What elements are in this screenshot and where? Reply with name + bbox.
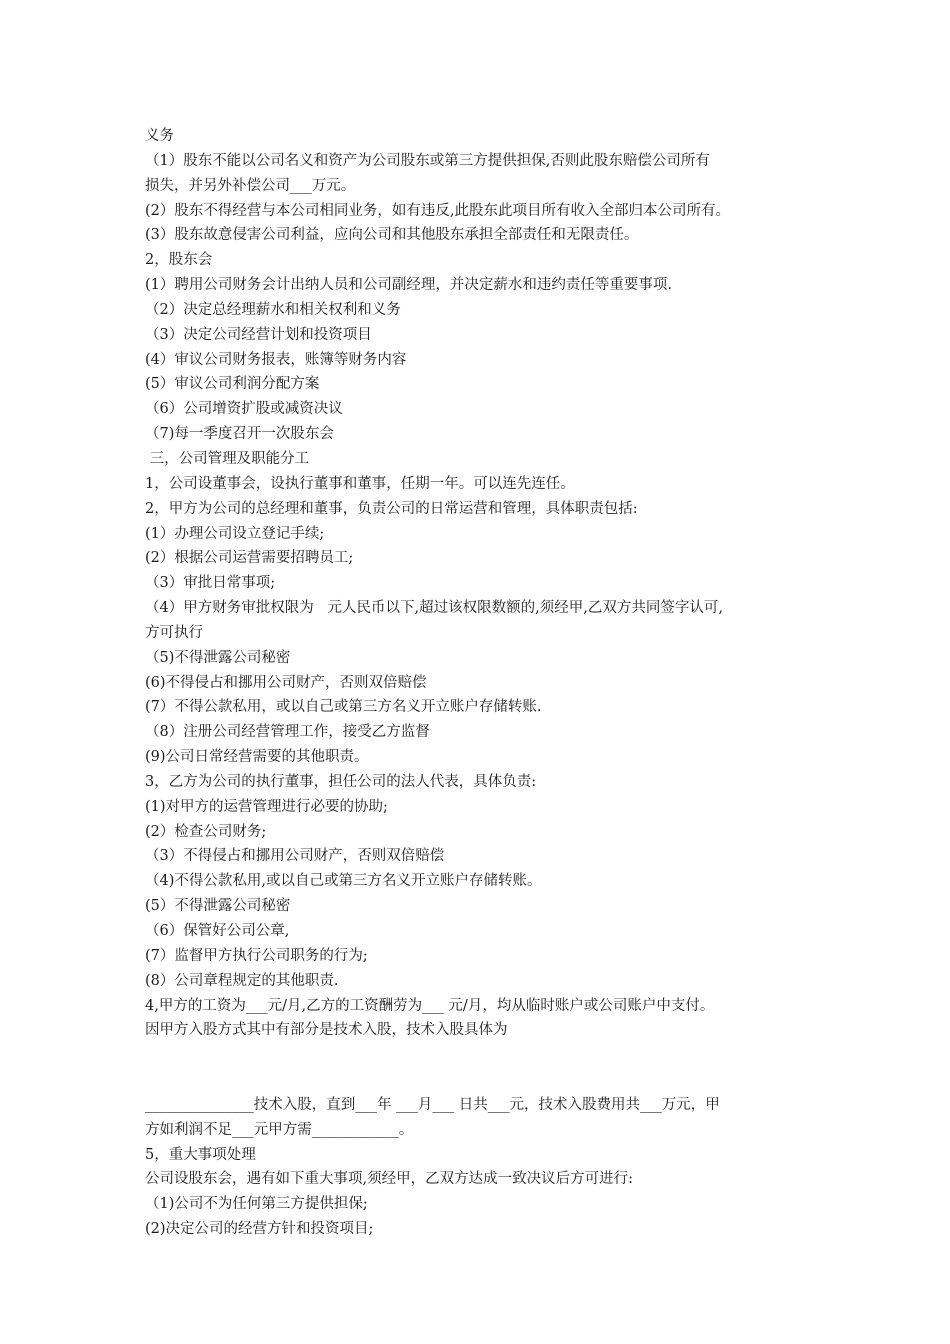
text-line: 三，公司管理及职能分工 [145,450,310,467]
text-line: （4)不得公款私用,或以自己或第三方名义开立账户存储转账。 [145,873,542,890]
text-line: （6）保管好公司公章, [145,923,290,939]
text-line: 3，乙方为公司的执行董事，担任公司的法人代表，具体负责: [145,773,537,790]
text-line: (8）公司章程规定的其他职责. [145,972,339,989]
text-line: （4）甲方财务审批权限为 元人民币以下,超过该权限数额的,须经甲,乙双方共同签字认可, [145,600,723,617]
text-line: 方如利润不足___元甲方需____________。 [145,1121,414,1138]
text-line: （1）股东不能以公司名义和资产为公司股东或第三方提供担保,否则此股东赔偿公司所有 [145,152,710,169]
text-line: 方可执行 [145,624,203,641]
text-line: （3）决定公司经营计划和投资项目 [145,326,372,343]
text-line: 义务 [145,128,174,144]
text-line: (5）审议公司利润分配方案 [145,376,320,393]
text-line: (2）股东不得经营与本公司相同业务，如有违反,此股东此项目所有收入全部归本公司所有。 [145,202,730,219]
text-line: (1）聘用公司财务会计出纳人员和公司副经理，并决定薪水和违约责任等重要事项. [145,277,672,294]
text-line: (7）监督甲方执行公司职务的行为; [145,947,368,964]
text-line: 公司设股东会，遇有如下重大事项,须经甲，乙双方达成一致决议后方可进行: [145,1171,633,1188]
text-line: (9)公司日常经营需要的其他职责。 [145,749,369,766]
text-line: （3）不得侵占和挪用公司财产，否则双倍赔偿 [145,848,445,865]
text-line: (2)决定公司的经营方针和投资项目; [145,1221,374,1238]
text-line: _______________技术入股，直到___年 ___月___ 日共___元，技术入股费用共___万元，甲 [145,1096,720,1113]
text-line: 1，公司设董事会，设执行董事和董事，任期一年。可以连先连任。 [145,475,575,492]
text-line: 2，股东会 [145,252,213,269]
text-line: 2，甲方为公司的总经理和董事，负责公司的日常运营和管理，具体职责包括: [145,500,638,517]
text-line: (1）办理公司设立登记手续; [145,525,325,542]
text-line: (6)不得侵占和挪用公司财产，否则双倍赔偿 [145,674,427,691]
text-line: 因甲方入股方式其中有部分是技术入股，技术入股具体为 [145,1022,508,1039]
blank-line [145,1043,825,1093]
text-line: 5，重大事项处理 [145,1146,256,1163]
text-line: (7）不得公款私用，或以自己或第三方名义开立账户存储转账. [145,699,542,716]
text-line: (2）根据公司运营需要招聘员工; [145,550,354,567]
text-line: 4,甲方的工资为___元/月,乙方的工资酬劳为___ 元/月，均从临时账户或公司账户中支付。 [145,997,715,1014]
text-line: 损失，并另外补偿公司___万元。 [145,177,356,194]
text-line: (2）检查公司财务; [145,823,267,840]
text-line: (4）审议公司财务报表，账簿等财务内容 [145,351,407,368]
text-line: (3）股东故意侵害公司利益，应向公司和其他股东承担全部责任和无限责任。 [145,227,639,244]
text-line: （7)每一季度召开一次股东会 [145,426,334,443]
text-line: (5）不得泄露公司秘密 [145,898,291,915]
text-line: （5)不得泄露公司秘密 [145,649,291,666]
text-line: （8）注册公司经营管理工作，接受乙方监督 [145,724,430,741]
text-line: （3）审批日常事项; [145,575,276,592]
text-line: （1)公司不为任何第三方提供担保; [145,1196,368,1213]
text-line: (1)对甲方的运营管理进行必要的协助; [145,798,388,815]
text-line: （2）决定总经理薪水和相关权利和义务 [145,301,401,318]
document-body [145,124,825,1242]
text-line: （6）公司增资扩股或减资决议 [145,401,343,418]
